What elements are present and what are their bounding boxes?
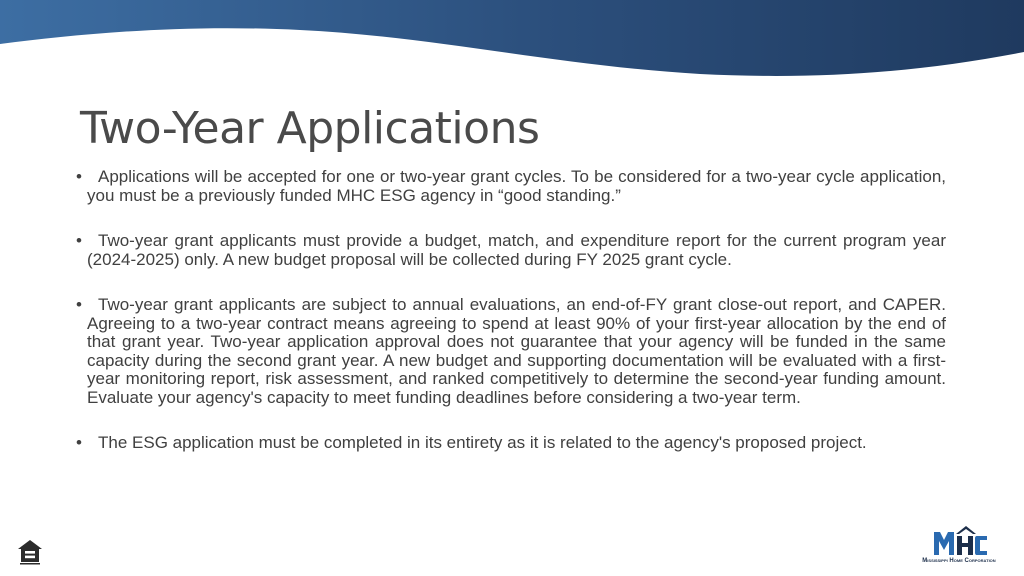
bullet-item: [74, 168, 946, 205]
bullet-text: Two-year grant applicants must provide a budget, match, and expenditure report for the current program year (2024-2025) only. A new budget proposal will be collected during FY 2025 grant cycle.: [87, 231, 946, 269]
bullet-text: Two-year grant applicants are subject to annual evaluations, an end-of-FY grant close-out report, and CAPER. Agreeing to a two-year contract means agreeing to spend at least 90% of your first-year allocation by the end of that grant year. Two-year application approval does not guarantee that your agency will be funded in the same capacity during the second grant year. A new budget and supporting documentation will be evaluated with a first-year monitoring report, risk assessment, and ranked competitively to determine the second-year funding amount. Evaluate your agency's capacity to meet funding deadlines before considering a two-year term.: [87, 295, 946, 407]
bullet-item: [74, 296, 946, 407]
org-name: Mississippi Home Corporation: [922, 558, 996, 564]
mhc-logo-mark: [932, 526, 988, 556]
bullet-marker: •: [76, 433, 82, 452]
bullet-list: [74, 168, 946, 453]
bullet-item: [74, 232, 946, 269]
header-wave-banner: [0, 0, 1024, 80]
mhc-logo: [908, 526, 1010, 568]
equal-housing-opportunity-icon: [16, 538, 44, 566]
bullet-marker: •: [76, 295, 82, 314]
slide-title: Two-Year Applications: [80, 103, 540, 154]
bullet-text: The ESG application must be completed in its entirety as it is related to the agency's proposed project.: [98, 433, 867, 452]
bullet-marker: •: [76, 231, 82, 250]
bullet-item: [74, 434, 946, 453]
bullet-text: Applications will be accepted for one or two-year grant cycles. To be considered for a two-year cycle application, you must be a previously funded MHC ESG agency in “good standing.”: [87, 167, 946, 205]
bullet-marker: •: [76, 167, 82, 186]
